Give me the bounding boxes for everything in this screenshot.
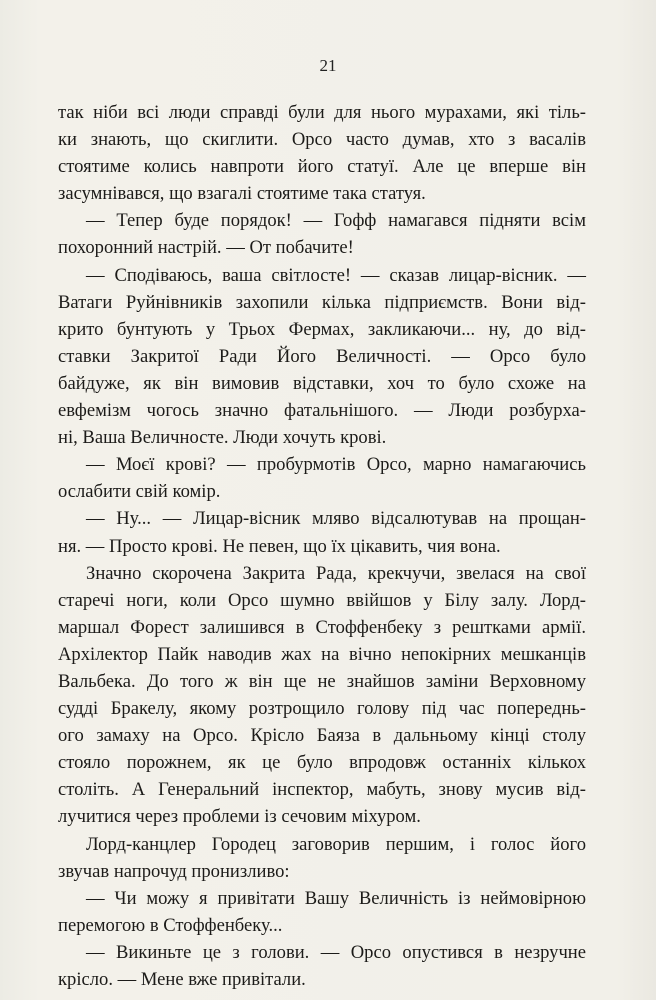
text-line: століть. А Генеральний інспектор, мабуть, знову мусив від- <box>58 779 586 801</box>
text-line: так ніби всі люди справді були для нього мурахами, які тіль- <box>58 102 586 123</box>
text-line: ки знають, що скиглити. Орсо часто думав, хто з васалів <box>58 129 586 151</box>
paragraph <box>58 939 586 993</box>
text-line: евфемізм чогось значно фатальнішого. — Люди розбурха- <box>58 400 586 422</box>
text-line: перемогою в Стоффенбеку... <box>58 914 283 936</box>
text-line: звучав напрочуд пронизливо: <box>58 860 290 882</box>
text-line: стоятиме колись навпроти його статуї. Але це вперше він <box>58 156 586 178</box>
text-line: Архілектор Пайк наводив жах на вічно непокірних мешканців <box>58 643 586 665</box>
paragraph <box>58 207 586 261</box>
text-line: крісло. — Мене вже привітали. <box>58 969 306 990</box>
text-line: засумнівався, що взагалі стоятиме така статуя. <box>58 183 426 205</box>
text-line: — Сподіваюсь, ваша світлосте! — сказав лицар-вісник. — <box>86 264 586 286</box>
text-line: — Моєї крові? — пробурмотів Орсо, марно намагаючись <box>86 454 586 476</box>
paragraph <box>58 560 586 831</box>
paragraph <box>58 885 586 939</box>
text-line: Вальбека. До того ж він ще не знайшов заміни Верховному <box>58 670 586 692</box>
text-line: ослабити свій комір. <box>58 481 221 503</box>
text-line: судді Бракелу, якому розтрощило голову під час попереднь- <box>58 698 586 720</box>
text-line: крито бунтують у Трьох Фермах, закликаючи... ну, до від- <box>58 318 586 340</box>
text-line: стояло порожнем, як це було впродовж останніх кількох <box>58 752 586 774</box>
text-line: похоронний настрій. — От побачите! <box>58 237 354 259</box>
paragraph <box>58 99 586 207</box>
paragraph <box>58 831 586 885</box>
text-line: — Тепер буде порядок! — Гофф намагався підняти всім <box>86 210 586 232</box>
text-line: — Ну... — Лицар-вісник мляво відсалютував на прощан- <box>86 508 586 530</box>
paragraph <box>58 505 586 559</box>
text-line: ого замаху на Орсо. Крісло Баяза в дальньому кінці столу <box>58 725 586 747</box>
text-line: лучитися через проблеми із сечовим міхуром. <box>58 806 421 828</box>
text-line: ня. — Просто крові. Не певен, що їх цікавить, чия вона. <box>58 535 501 557</box>
text-line: старечі ноги, коли Орсо шумно ввійшов у Білу залу. Лорд- <box>58 589 586 611</box>
text-line: ні, Ваша Величносте. Люди хочуть крові. <box>58 427 387 449</box>
text-line: ставки Закритої Ради Його Величності. — Орсо було <box>58 345 586 367</box>
text-line: Ватаги Руйнівників захопили кілька підприємств. Вони від- <box>58 291 586 313</box>
text-line: Значно скорочена Закрита Рада, крекчучи, звелася на свої <box>86 562 586 584</box>
paragraph <box>58 451 586 505</box>
text-line: Лорд-канцлер Городец заговорив першим, і голос його <box>86 833 586 855</box>
text-line: — Викиньте це з голови. — Орсо опустився в незручне <box>86 941 586 963</box>
text-line: — Чи можу я привітати Вашу Величність із неймовірною <box>86 887 586 909</box>
text-line: маршал Форест залишився в Стоффенбеку з рештками армії. <box>58 616 586 638</box>
body-text <box>58 99 586 993</box>
paragraph <box>58 262 586 452</box>
page-number: 21 <box>319 56 337 75</box>
text-line: байдуже, як він вимовив відставки, хоч то було схоже на <box>58 372 586 394</box>
